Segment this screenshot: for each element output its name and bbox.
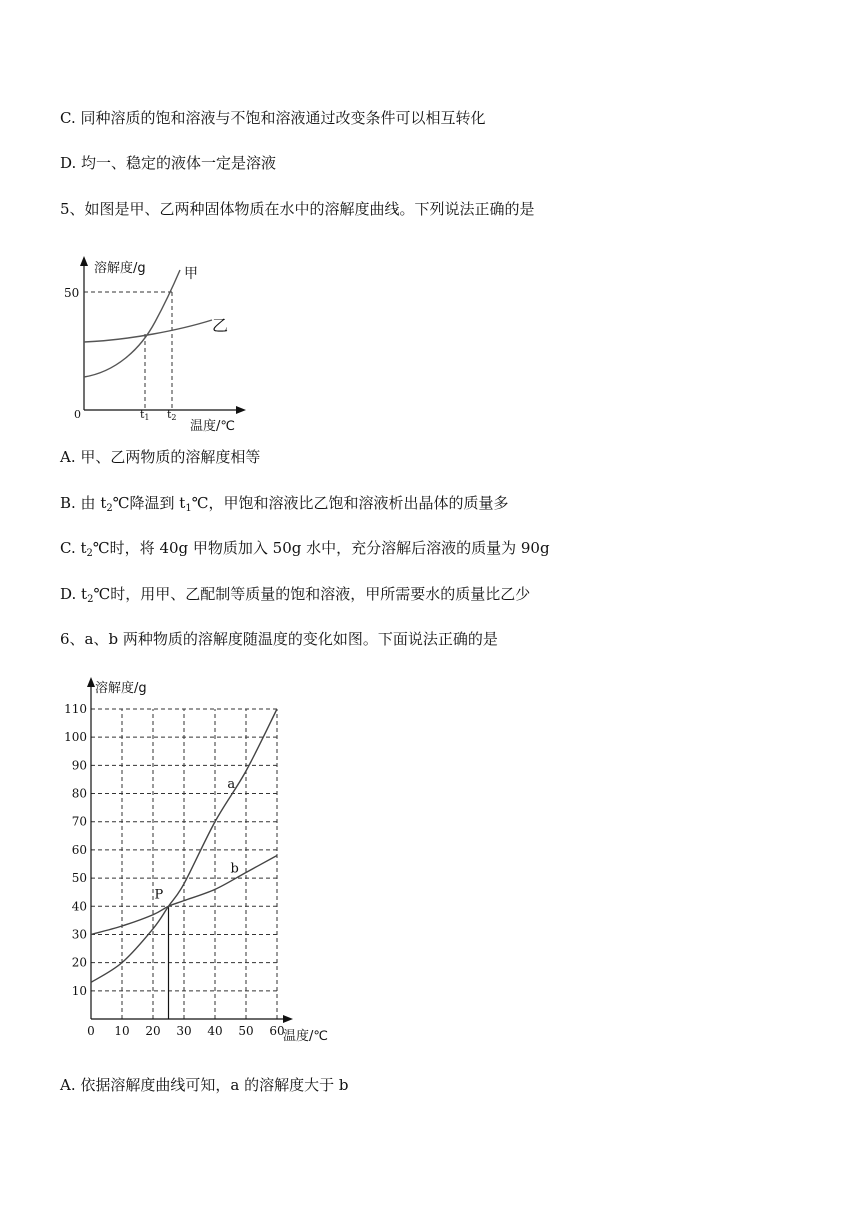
- y-tick-label-80: 80: [71, 786, 87, 801]
- chart1-tick-50: 50: [64, 286, 80, 300]
- chart1-tick-t1: t1: [140, 408, 150, 422]
- x-tick-label-60: 60: [269, 1024, 285, 1038]
- x-tick-label-50: 50: [238, 1024, 254, 1038]
- y-axis-arrow: [87, 677, 95, 687]
- y-tick-label-40: 40: [71, 899, 87, 914]
- chart1-series-jia-label: 甲: [184, 266, 198, 282]
- chart1-curve-yi: [84, 320, 212, 342]
- option-d-text: D. 均一、稳定的液体一定是溶液: [60, 154, 277, 172]
- x-axis-arrow: [283, 1015, 293, 1023]
- chart1-x-arrow: [236, 406, 246, 414]
- series-label-a: a: [227, 776, 236, 792]
- y-tick-label-50: 50: [71, 871, 87, 886]
- question-5-option-c: C. $t_2℃$时，将 40g 甲物质加入 50g 水中，充分溶解后溶液的质量为 90g: [60, 539, 550, 559]
- option-c-text: C. 同种溶质的饱和溶液与不饱和溶液通过改变条件可以相互转化: [60, 109, 486, 127]
- x-tick-label-0: 0: [87, 1024, 95, 1038]
- question-5-stem: 5、如图是甲、乙两种固体物质在水中的溶解度曲线。下列说法正确的是: [60, 200, 535, 218]
- y-tick-label-30: 30: [71, 927, 87, 942]
- chart1-series-yi-label: 乙: [212, 316, 229, 335]
- y-axis-label: 溶解度/g: [95, 681, 147, 696]
- question-5-option-d: D. $t_2℃$时，用甲、乙配制等质量的饱和溶液，甲所需要水的质量比乙少: [60, 585, 531, 605]
- chart-2: [55, 672, 345, 1052]
- y-tick-label-70: 70: [71, 814, 87, 829]
- x-axis-label: 温度/℃: [283, 1029, 328, 1044]
- question-6-stem: 6、a、b 两种物质的溶解度随温度的变化如图。下面说法正确的是: [60, 630, 498, 648]
- y-tick-label-10: 10: [71, 983, 87, 998]
- x-tick-label-40: 40: [207, 1024, 223, 1038]
- chart1-origin: 0: [74, 408, 81, 421]
- curve-b: [91, 856, 277, 935]
- chart1-curve-jia: [84, 270, 180, 377]
- question-6-option-a: A. 依据溶解度曲线可知，a 的溶解度大于 b: [60, 1076, 349, 1094]
- y-tick-label-20: 20: [71, 955, 87, 970]
- x-tick-label-10: 10: [114, 1024, 130, 1038]
- y-tick-label-60: 60: [71, 842, 87, 857]
- chart-1: [60, 250, 250, 440]
- chart1-y-arrow: [80, 256, 88, 266]
- chart1-tick-t2: t2: [167, 408, 177, 422]
- x-tick-label-20: 20: [145, 1024, 161, 1038]
- y-tick-label-90: 90: [71, 758, 87, 773]
- y-tick-label-110: 110: [64, 702, 87, 716]
- chart1-xlabel: 温度/℃: [190, 419, 235, 434]
- series-label-b: b: [230, 861, 239, 877]
- chart1-ylabel: 溶解度/g: [94, 261, 146, 276]
- point-p-label: P: [154, 887, 164, 903]
- x-tick-label-30: 30: [176, 1024, 192, 1038]
- question-5-option-a: A. 甲、乙两物质的溶解度相等: [60, 448, 261, 466]
- question-5-option-b: B. 由 $t_2℃$降温到 $t_1℃$，甲饱和溶液比乙饱和溶液析出晶体的质量多: [60, 494, 509, 514]
- y-tick-label-100: 100: [64, 730, 87, 745]
